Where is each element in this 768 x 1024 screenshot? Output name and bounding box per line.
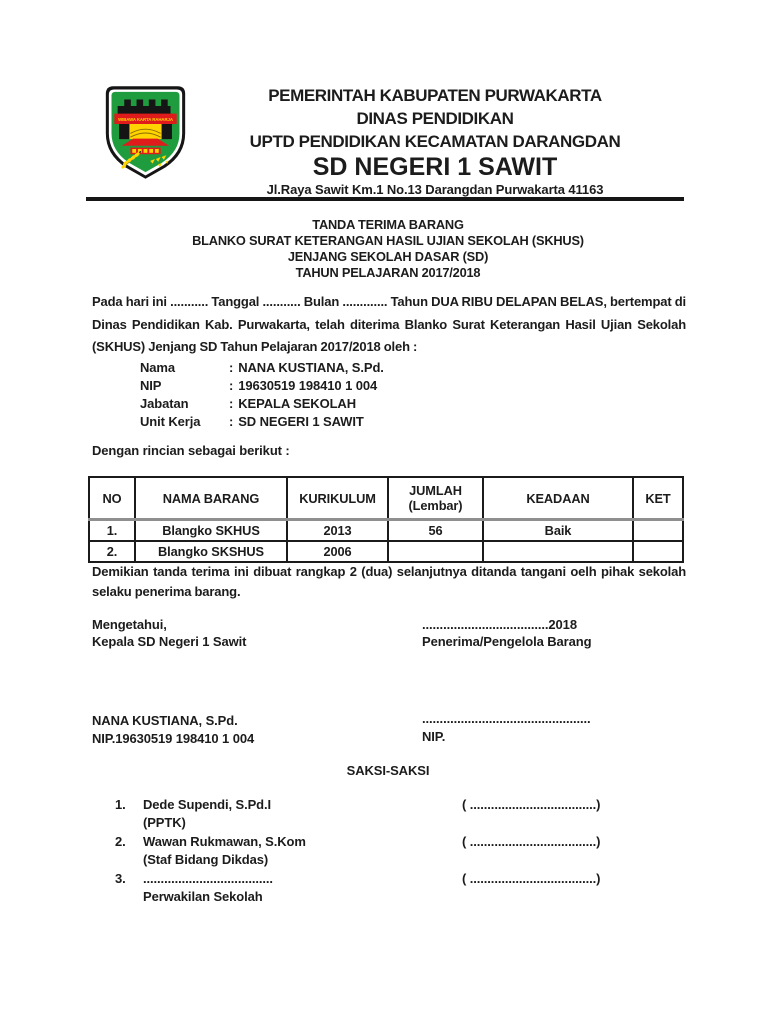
- signer-nip: NIP.19630519 198410 1 004: [92, 731, 255, 746]
- witness-number: 2.: [115, 834, 126, 849]
- witness-item: [115, 871, 675, 908]
- detail-value: KEPALA SEKOLAH: [238, 396, 357, 411]
- witness-number: 3.: [115, 871, 126, 886]
- title-line-3: JENJANG SEKOLAH DASAR (SD): [287, 249, 489, 264]
- witness-signature-line: ( ....................................): [462, 797, 601, 812]
- cell-jumlah: 56: [388, 520, 483, 542]
- penerima-label: Penerima/Pengelola Barang: [422, 634, 592, 649]
- government-name: PEMERINTAH KABUPATEN PURWAKARTA: [268, 86, 602, 105]
- col-header-nama-barang: NAMA BARANG: [135, 477, 287, 520]
- opening-paragraph: Pada hari ini ........... Tanggal ........... Bulan ............. Tahun DUA RIBU DELAPAN BELAS, bertempat di Dinas Pendidikan Kab. Purwakarta, telah diterima Blanko Surat Keterangan Hasil Ujian Sekolah (SKHUS) Jenjang SD Tahun Pelajaran 2017/2018 oleh :: [92, 294, 686, 354]
- cell-nama: Blangko SKHUS: [135, 520, 287, 542]
- detail-value: 19630519 198410 1 004: [238, 378, 378, 393]
- witness-name: Wawan Rukmawan, S.Kom: [143, 834, 306, 849]
- signer-name-dotted-line: ................................................: [422, 711, 591, 726]
- signature-left-header: [92, 616, 246, 650]
- col-header-jumlah: [388, 477, 483, 520]
- witness-name: Dede Supendi, S.Pd.I: [143, 797, 272, 812]
- detail-value: NANA KUSTIANA, S.Pd.: [238, 360, 384, 375]
- col-header-jumlah-line1: JUMLAH: [409, 483, 462, 498]
- document-title: [92, 217, 684, 281]
- signature-right-header: [422, 616, 591, 650]
- cell-ket: [633, 520, 683, 542]
- witness-number: 1.: [115, 797, 126, 812]
- witnesses-list: [115, 797, 675, 908]
- table-row: [89, 541, 683, 562]
- cell-kurikulum: 2013: [287, 520, 388, 542]
- witness-item: [115, 797, 675, 834]
- detail-separator: :: [229, 414, 234, 429]
- table-intro-text: Dengan rincian sebagai berikut :: [92, 443, 290, 458]
- detail-separator: :: [229, 396, 234, 411]
- col-header-no: NO: [89, 477, 135, 520]
- detail-separator: :: [229, 378, 234, 393]
- witness-signature-line: ( ....................................): [462, 871, 601, 886]
- witness-role: (PPTK): [143, 815, 186, 830]
- col-header-ket: KET: [633, 477, 683, 520]
- logo-motto: WIBAWA KARTA RAHARJA: [118, 118, 178, 124]
- detail-row-jabatan: [140, 395, 384, 413]
- title-line-4: TAHUN PELAJARAN 2017/2018: [295, 265, 481, 280]
- witness-name-dotted: .....................................: [143, 871, 273, 886]
- cell-nama: Blangko SKSHUS: [135, 541, 287, 562]
- detail-value: SD NEGERI 1 SAWIT: [238, 414, 364, 429]
- letterhead: [200, 84, 670, 197]
- cell-kurikulum: 2006: [287, 541, 388, 562]
- col-header-keadaan: KEADAAN: [483, 477, 633, 520]
- witness-item: [115, 834, 675, 871]
- title-line-2: BLANKO SURAT KETERANGAN HASIL UJIAN SEKOLAH (SKHUS): [192, 233, 584, 248]
- table-header-row: [89, 477, 683, 520]
- district-office-name: UPTD PENDIDIKAN KECAMATAN DARANGDAN: [249, 132, 621, 151]
- signer-name: NANA KUSTIANA, S.Pd.: [92, 713, 238, 728]
- department-name: DINAS PENDIDIKAN: [356, 109, 514, 128]
- signature-right-name: [422, 710, 591, 746]
- col-header-jumlah-line2: (Lembar): [408, 498, 463, 513]
- detail-label: Unit Kerja: [140, 414, 201, 429]
- closing-paragraph: Demikian tanda terima ini dibuat rangkap 2 (dua) selanjutnya ditanda tangani oelh pihak sekolah selaku penerima barang.: [92, 564, 686, 599]
- detail-row-nama: [140, 359, 384, 377]
- kepala-sekolah-label: Kepala SD Negeri 1 Sawit: [92, 634, 247, 649]
- cell-no: 2.: [89, 541, 135, 562]
- mengetahui-label: Mengetahui,: [92, 617, 167, 632]
- detail-row-unit-kerja: [140, 413, 384, 431]
- cell-keadaan: [483, 541, 633, 562]
- detail-label: NIP: [140, 378, 162, 393]
- title-line-1: TANDA TERIMA BARANG: [312, 217, 464, 232]
- signer-nip-blank: NIP.: [422, 729, 446, 744]
- date-dotted-line: ....................................2018: [422, 617, 577, 632]
- witnesses-heading: SAKSI-SAKSI: [346, 763, 430, 778]
- witness-role: (Staf Bidang Dikdas): [143, 852, 269, 867]
- items-table: [88, 476, 684, 563]
- school-name: SD NEGERI 1 SAWIT: [312, 153, 558, 181]
- witness-role: Perwakilan Sekolah: [143, 889, 263, 904]
- shield-icon: [103, 85, 188, 180]
- letterhead-divider: [86, 197, 684, 201]
- cell-no: 1.: [89, 520, 135, 542]
- cell-jumlah: [388, 541, 483, 562]
- cell-ket: [633, 541, 683, 562]
- table-row: [89, 520, 683, 542]
- cell-keadaan: Baik: [483, 520, 633, 542]
- detail-label: Nama: [140, 360, 176, 375]
- detail-label: Jabatan: [140, 396, 189, 411]
- detail-row-nip: [140, 377, 384, 395]
- purwakarta-emblem-logo: [103, 85, 188, 180]
- detail-separator: :: [229, 360, 234, 375]
- school-address: Jl.Raya Sawit Km.1 No.13 Darangdan Purwakarta 41163: [266, 182, 604, 197]
- recipient-details: [140, 359, 384, 431]
- col-header-kurikulum: KURIKULUM: [287, 477, 388, 520]
- witness-signature-line: ( ....................................): [462, 834, 601, 849]
- signature-left-name: [92, 712, 254, 748]
